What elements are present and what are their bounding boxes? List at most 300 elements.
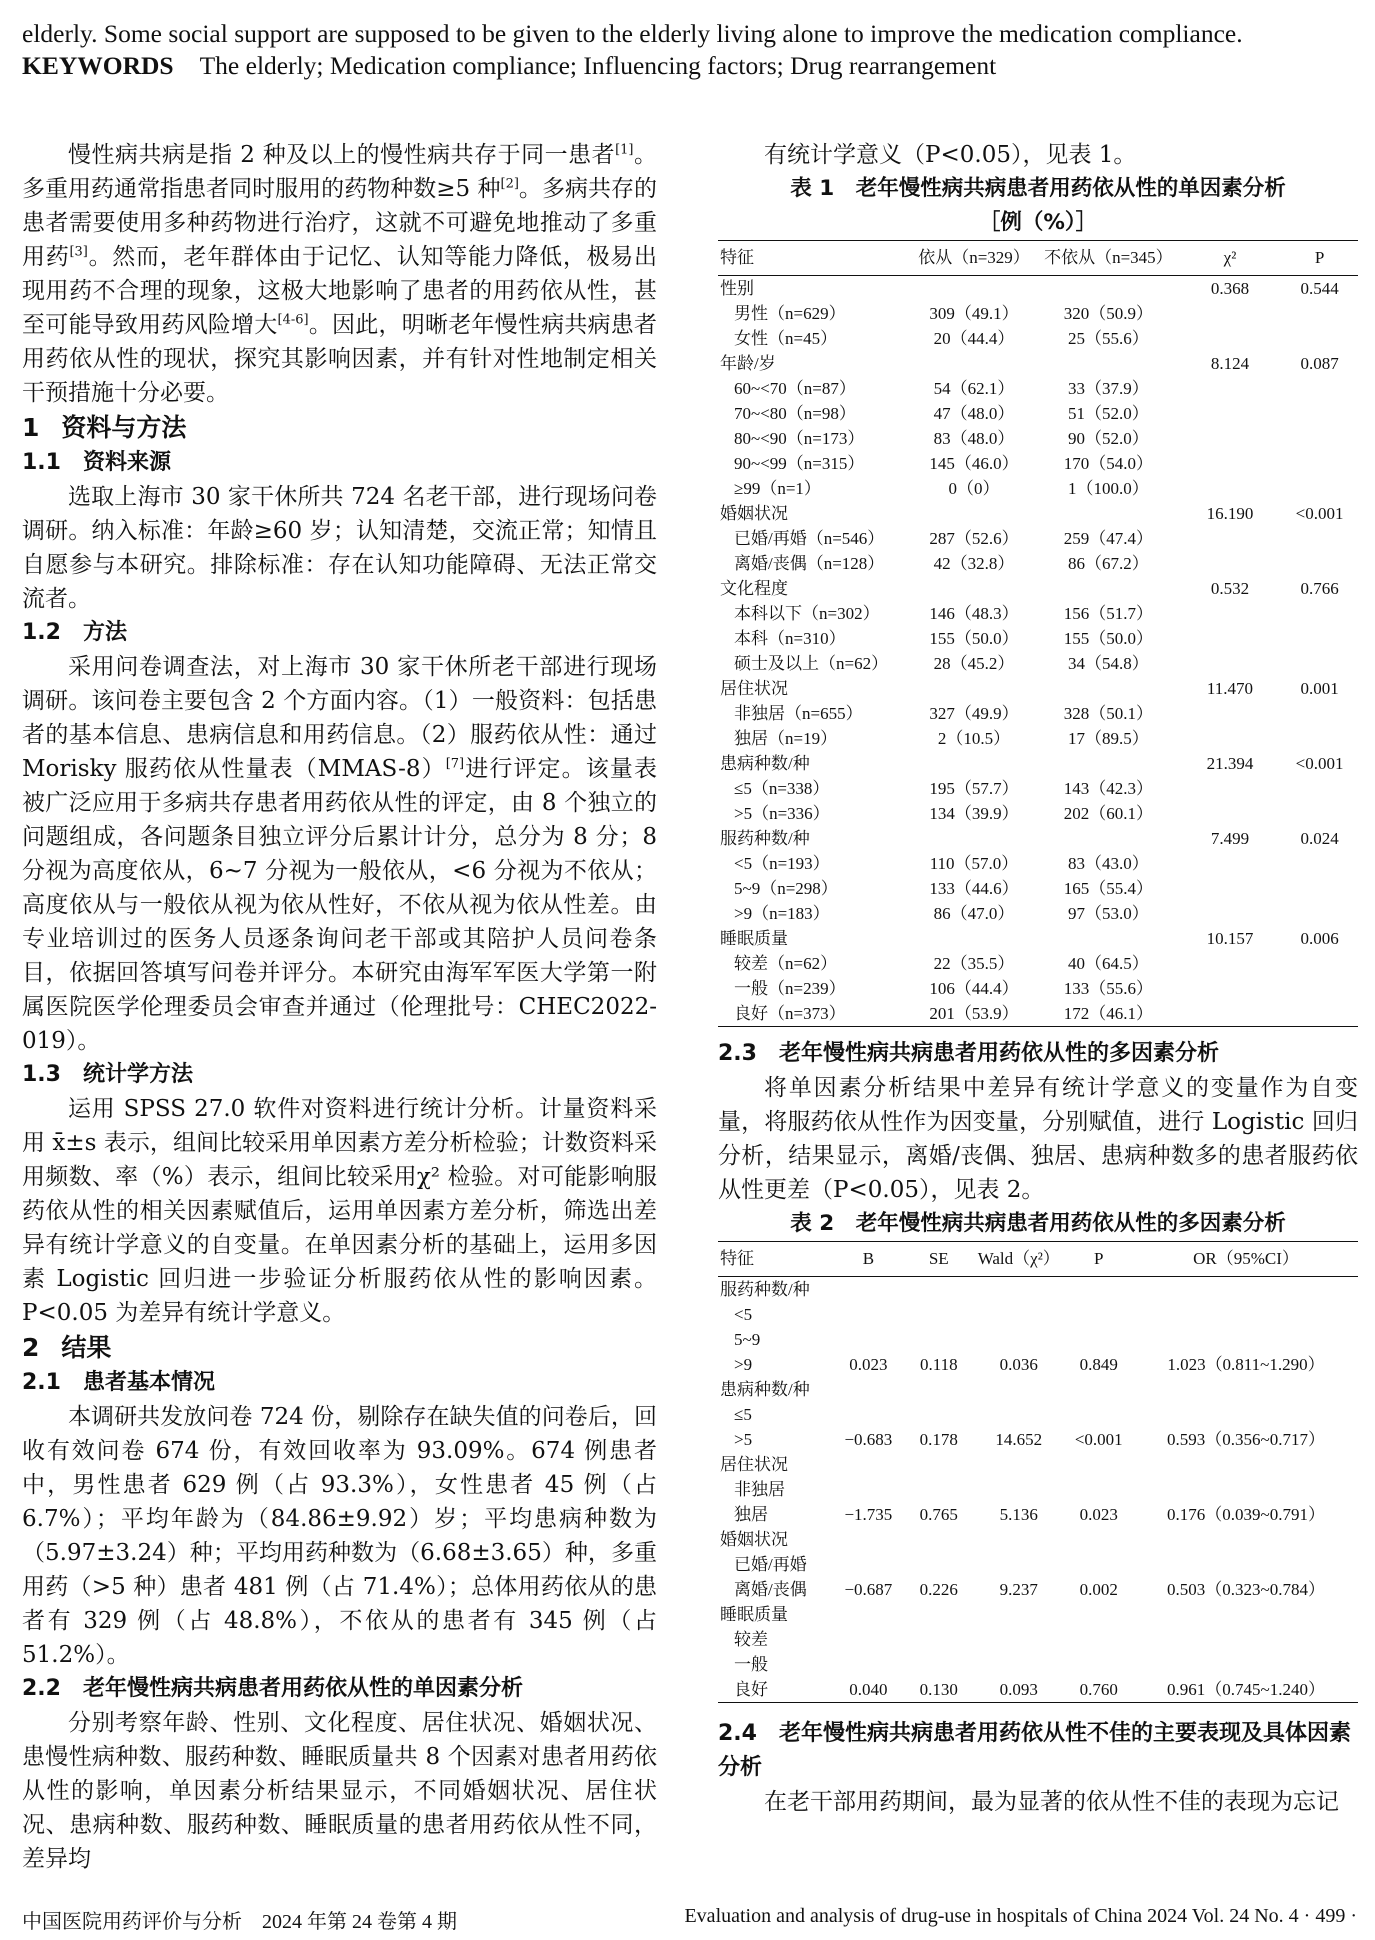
table-cell xyxy=(1179,976,1281,1001)
table-row xyxy=(718,876,1358,901)
table-cell xyxy=(1134,1627,1358,1652)
table-cell: 106（44.4） xyxy=(929,979,1019,998)
table-cell: 17（89.5） xyxy=(1068,729,1149,748)
table-cell xyxy=(833,1552,903,1577)
table-cell xyxy=(974,1327,1064,1352)
table-cell: 21.394 xyxy=(1206,754,1254,773)
table-header-cell: SE xyxy=(904,1242,974,1277)
section-2-2-text: 分别考察年龄、性别、文化程度、居住状况、婚姻状况、患慢性病种数、服药种数、睡眠质量共 8 个因素对患者用药依从性的影响，单因素分析结果显示，不同婚姻状况、居住状况、患病种数、服药种数、睡眠质量的患者用药依从性不同，差异均 xyxy=(22,1710,657,1872)
table-cell: 14.652 xyxy=(995,1430,1043,1449)
table-row xyxy=(718,326,1358,351)
text-run: 。多病共存的患者需要使用多种药物进行治疗，这就不可避免地推动了多重用药 xyxy=(22,176,658,270)
table-2-title: 表 2 老年慢性病共病患者用药依从性的多因素分析 xyxy=(790,1211,1286,1236)
table-cell: 居住状况 xyxy=(720,679,788,698)
table-row xyxy=(718,651,1358,676)
table-cell xyxy=(1064,1477,1134,1502)
footer-journal-en: Evaluation and analysis of drug-use in hospitals of China 2024 Vol. 24 No. 4 · 499 · xyxy=(684,1905,1357,1927)
table-cell xyxy=(1281,301,1358,326)
table-cell: 202（60.1） xyxy=(1063,804,1154,823)
table-1 xyxy=(718,240,1358,1027)
section-2-1-text: 本调研共发放问卷 724 份，剔除存在缺失值的问卷后，回收有效问卷 674 份，有效回收率为 93.09%。674 例患者中，男性患者 629 例（占 93.3%），女性患者 45 例（占 6.7%）；平均年龄为（84.86±9.92）岁；平均患病种数为（5.97±3.24）种；平均用药种数为（6.68±3.65）种，多重用药（>5 种）患者 481 例（占 71.4%）；总体用药依从的患者有 329 例（占 48.8%），不依从的患者有 345 例（占 51.2%）。 xyxy=(22,1404,657,1668)
table-cell: 患病种数/种 xyxy=(720,754,810,773)
table-cell xyxy=(1281,401,1358,426)
table-cell: 86（67.2） xyxy=(1068,554,1149,573)
table-cell: 7.499 xyxy=(1210,829,1250,848)
table-cell xyxy=(1179,701,1281,726)
table-cell: 离婚/丧偶 xyxy=(734,1580,807,1599)
table-cell xyxy=(1134,1452,1358,1477)
table-cell xyxy=(1134,1602,1358,1627)
table-cell xyxy=(1179,601,1281,626)
table-cell: ≤5 xyxy=(734,1405,752,1424)
table-row xyxy=(718,451,1358,476)
table-cell: 0（0） xyxy=(948,479,1000,498)
table-cell: 28（45.2） xyxy=(933,654,1015,673)
table-cell xyxy=(1179,401,1281,426)
table-cell: 文化程度 xyxy=(720,579,788,598)
table-cell xyxy=(833,1327,903,1352)
table-cell xyxy=(1179,1001,1281,1027)
table-cell: −0.683 xyxy=(844,1430,893,1449)
table-cell: 硕士及以上（n=62） xyxy=(734,654,889,673)
table-cell: 16.190 xyxy=(1206,504,1254,523)
table-header-cell: P xyxy=(1281,241,1358,276)
table-cell: 90（52.0） xyxy=(1068,429,1149,448)
table-cell: 10.157 xyxy=(1206,929,1254,948)
table-cell: 0.532 xyxy=(1210,579,1250,598)
table-cell: 134（39.9） xyxy=(929,804,1019,823)
table-cell: 良好 xyxy=(718,1677,833,1703)
table-cell xyxy=(910,926,1038,951)
table-cell: 54（62.1） xyxy=(933,379,1015,398)
table-cell: 0.006 xyxy=(1300,929,1339,948)
table-row xyxy=(718,1577,1358,1602)
table-cell xyxy=(974,1627,1064,1652)
table-row xyxy=(718,751,1358,776)
footer-journal-cn: 中国医院用药评价与分析 2024 年第 24 卷第 4 期 xyxy=(22,1911,457,1933)
table-row xyxy=(718,801,1358,826)
table-cell: ≤5（n=338） xyxy=(734,779,830,798)
table-cell: 328（50.1） xyxy=(1063,704,1154,723)
table-cell xyxy=(833,1602,903,1627)
table-cell: 0.760 xyxy=(1064,1677,1134,1703)
citation-mark: [7] xyxy=(445,756,465,772)
table-cell: 327（49.9） xyxy=(929,704,1019,723)
table-cell: 47（48.0） xyxy=(933,404,1015,423)
abstract-last-line: elderly. Some social support are supposed to be given to the elderly living alone to improve the medication compliance. xyxy=(22,19,1243,48)
table-cell xyxy=(904,1602,974,1627)
table-row xyxy=(718,1627,1358,1652)
table-cell xyxy=(1281,451,1358,476)
table-cell xyxy=(910,676,1038,701)
table-cell xyxy=(910,576,1038,601)
table-cell: 患病种数/种 xyxy=(720,1380,810,1399)
table-cell xyxy=(1281,901,1358,926)
table-cell xyxy=(910,351,1038,376)
table-cell: 一般 xyxy=(734,1655,768,1674)
table-cell xyxy=(1281,801,1358,826)
table-cell xyxy=(1281,376,1358,401)
table-cell: 34（54.8） xyxy=(1068,654,1149,673)
table-cell xyxy=(1281,626,1358,651)
table-cell xyxy=(974,1652,1064,1677)
table-cell xyxy=(1179,901,1281,926)
table-row xyxy=(718,1552,1358,1577)
table-cell xyxy=(974,1602,1064,1627)
table-cell xyxy=(833,1477,903,1502)
table-cell: 70~<80（n=98） xyxy=(734,404,856,423)
section-1-3-heading: 1.3 统计学方法 xyxy=(22,1062,193,1087)
table-cell xyxy=(1281,651,1358,676)
table-cell xyxy=(1134,1652,1358,1677)
citation-mark: [4-6] xyxy=(277,312,309,328)
table-row xyxy=(718,1402,1358,1427)
table-cell: 33（37.9） xyxy=(1068,379,1149,398)
table-cell: 11.470 xyxy=(1206,679,1254,698)
table-cell xyxy=(1179,301,1281,326)
text-run: 采用问卷调查法，对上海市 30 家干休所老干部进行现场调研。该问卷主要包含 2 个方面内容。（1）一般资料：包括患者的基本信息、患病信息和用药信息。（2）服药依从性：通过 Morisky 服药依从性量表（MMAS-8） xyxy=(22,654,657,782)
table-cell: <0.001 xyxy=(1295,754,1344,773)
table-cell: 已婚/再婚 xyxy=(734,1555,807,1574)
table-row xyxy=(718,1427,1358,1452)
table-cell xyxy=(1281,776,1358,801)
table-row xyxy=(718,1001,1358,1027)
table-cell xyxy=(1179,776,1281,801)
table-cell xyxy=(1281,426,1358,451)
table-cell xyxy=(833,1302,903,1327)
table-cell: 居住状况 xyxy=(720,1455,788,1474)
table-cell: 146（48.3） xyxy=(929,604,1019,623)
table-row xyxy=(718,301,1358,326)
table-cell: 非独居 xyxy=(734,1480,785,1499)
table-row xyxy=(718,926,1358,951)
table-cell: 良好（n=373） xyxy=(718,1001,910,1027)
section-1-3-text: 运用 SPSS 27.0 软件对资料进行统计分析。计量资料采用 x̄±s 表示，组间比较采用单因素方差分析检验；计数资料采用频数、率（%）表示，组间比较采用χ² 检验。对可能影响服药依从性的相关因素赋值后，运用单因素方差分析，筛选出差异有统计学意义的自变量。在单因素分析的基础上，运用多因素 Logistic 回归进一步验证分析服药依从性的影响因素。P<0.05 为差异有统计学意义。 xyxy=(22,1096,657,1326)
table-row xyxy=(718,676,1358,701)
table-cell: 155（50.0） xyxy=(1063,629,1154,648)
table-header-cell: 不依从（n=345） xyxy=(1038,241,1179,276)
table-row xyxy=(718,1677,1358,1703)
table-cell xyxy=(904,1302,974,1327)
table-cell xyxy=(910,826,1038,851)
table-cell: 2（10.5） xyxy=(937,729,1011,748)
table-cell: 0.130 xyxy=(904,1677,974,1703)
table-cell: 0.765 xyxy=(919,1505,958,1524)
table-cell xyxy=(833,1527,903,1552)
table-cell: 睡眠质量 xyxy=(720,929,788,948)
table-row xyxy=(718,1452,1358,1477)
table-cell: 143（42.3） xyxy=(1063,779,1154,798)
table-cell: 0.176（0.039~0.791） xyxy=(1167,1505,1325,1524)
table-cell: ≥99（n=1） xyxy=(734,479,821,498)
table-cell xyxy=(1064,1327,1134,1352)
table-cell: 0.002 xyxy=(1079,1580,1118,1599)
table-cell xyxy=(1038,276,1179,302)
table-cell xyxy=(1064,1402,1134,1427)
table-cell: 83（48.0） xyxy=(933,429,1015,448)
table-cell: 一般（n=239） xyxy=(734,979,846,998)
table-cell: 60~<70（n=87） xyxy=(734,379,856,398)
table-cell xyxy=(1179,651,1281,676)
table-header-cell: B xyxy=(833,1242,903,1277)
table-row xyxy=(718,826,1358,851)
table-row xyxy=(718,376,1358,401)
section-1-1-text: 选取上海市 30 家干休所共 724 名老干部，进行现场问卷调研。纳入标准：年龄≥60 岁；认知清楚，交流正常；知情且自愿参与本研究。排除标准：存在认知功能障碍、无法正常交流者。 xyxy=(22,484,657,612)
table-cell: 0.961（0.745~1.240） xyxy=(1134,1677,1358,1703)
table-cell xyxy=(904,1527,974,1552)
table-cell: 服药种数/种 xyxy=(720,1280,810,1299)
section-2-1-heading: 2.1 患者基本情况 xyxy=(22,1370,215,1395)
table-cell xyxy=(1134,1552,1358,1577)
table-row xyxy=(718,901,1358,926)
table-cell xyxy=(1281,726,1358,751)
table-cell xyxy=(1134,1377,1358,1402)
table-cell xyxy=(1064,1627,1134,1652)
intro-paragraph xyxy=(22,138,657,410)
table-cell: <0.001 xyxy=(1074,1430,1123,1449)
table-cell xyxy=(974,1552,1064,1577)
table-cell: 女性（n=45） xyxy=(734,329,838,348)
citation-mark: [2] xyxy=(500,176,519,192)
table-cell: 25（55.6） xyxy=(1068,329,1149,348)
right-column xyxy=(718,138,1358,1819)
table-cell: 本科（n=310） xyxy=(734,629,846,648)
table-2 xyxy=(718,1241,1358,1703)
table-cell xyxy=(1281,601,1358,626)
table-row xyxy=(718,951,1358,976)
table-cell xyxy=(974,1527,1064,1552)
table-row xyxy=(718,476,1358,501)
table-row xyxy=(718,1277,1358,1303)
table-cell xyxy=(833,1452,903,1477)
table-cell: 非独居（n=655） xyxy=(734,704,863,723)
table-row xyxy=(718,776,1358,801)
text-run: 慢性病共病是指 2 种及以上的慢性病共存于同一患者 xyxy=(68,142,616,168)
section-1-1-heading: 1.1 资料来源 xyxy=(22,450,171,475)
table-cell xyxy=(1281,1001,1358,1027)
table-cell xyxy=(1281,476,1358,501)
table-cell xyxy=(1179,626,1281,651)
section-2-4-heading: 2.4 老年慢性病共病患者用药依从性不佳的主要表现及具体因素分析 xyxy=(718,1721,1351,1780)
table-cell xyxy=(904,1452,974,1477)
table-cell: 51（52.0） xyxy=(1068,404,1149,423)
table-row xyxy=(718,501,1358,526)
table-cell xyxy=(1134,1302,1358,1327)
table-cell xyxy=(1064,1602,1134,1627)
table-cell: 0.178 xyxy=(919,1430,958,1449)
table-cell: 0.040 xyxy=(833,1677,903,1703)
section-1-2-heading: 1.2 方法 xyxy=(22,620,127,645)
table-cell: 133（44.6） xyxy=(929,879,1019,898)
table-cell: 本科以下（n=302） xyxy=(734,604,880,623)
table-cell: <5 xyxy=(734,1305,753,1324)
table-cell xyxy=(974,1402,1064,1427)
table-cell xyxy=(833,1627,903,1652)
table-cell: 40（64.5） xyxy=(1068,954,1149,973)
text-run: 进行评定。该量表被广泛应用于多病共存患者用药依从性的评定，由 8 个独立的问题组成，各问题条目独立评分后累计计分，总分为 8 分；8 分视为高度依从，6~7 分视为一般依从，<6 分视为不依从；高度依从与一般依从视为依从性好，不依从视为依从性差。由专业培训过的医务人员逐条询问老干部或其陪护人员问卷条目，依据回答填写问卷并评分。本研究由海军军医大学第一附属医院医学伦理委员会审查并通过（伦理批号：CHEC2022-019）。 xyxy=(22,756,657,1054)
table-cell: 42（32.8） xyxy=(933,554,1015,573)
table-cell: 156（51.7） xyxy=(1063,604,1154,623)
table-row xyxy=(718,1502,1358,1527)
table-header-cell: P xyxy=(1064,1242,1134,1277)
table-header-cell: OR（95%CI） xyxy=(1134,1242,1358,1277)
table-cell xyxy=(1064,1552,1134,1577)
table-cell: 8.124 xyxy=(1210,354,1250,373)
table-cell: >9 xyxy=(734,1355,753,1374)
table-cell xyxy=(1179,426,1281,451)
table-cell: 0.023 xyxy=(1079,1505,1118,1524)
table-cell xyxy=(833,1277,903,1303)
table-cell xyxy=(1038,751,1179,776)
table-cell xyxy=(1064,1302,1134,1327)
table-cell: 较差 xyxy=(734,1630,768,1649)
table-cell xyxy=(1134,1402,1358,1427)
table-row xyxy=(718,1327,1358,1352)
table-cell: 0.093 xyxy=(974,1677,1064,1703)
table-cell xyxy=(910,751,1038,776)
table-cell: 0.849 xyxy=(1079,1355,1118,1374)
table-row xyxy=(718,626,1358,651)
table-row xyxy=(718,351,1358,376)
table-cell xyxy=(904,1277,974,1303)
section-2-3-text: 将单因素分析结果中差异有统计学意义的变量作为自变量，将服药依从性作为因变量，分别赋值，进行 Logistic 回归分析，结果显示，离婚/丧偶、独居、患病种数多的患者服药依从性更差（P<0.05），见表 2。 xyxy=(718,1075,1358,1203)
table-cell: 离婚/丧偶（n=128） xyxy=(734,554,885,573)
table-cell xyxy=(1281,876,1358,901)
table-cell xyxy=(1134,1277,1358,1303)
table-cell xyxy=(1281,851,1358,876)
table-cell: 0.118 xyxy=(919,1355,958,1374)
left-column xyxy=(22,138,657,1876)
table-cell xyxy=(1281,701,1358,726)
section-2-4-text: 在老干部用药期间，最为显著的依从性不佳的表现为忘记 xyxy=(764,1789,1339,1815)
table-cell xyxy=(1134,1477,1358,1502)
table-row xyxy=(718,1527,1358,1552)
table-cell: 259（47.4） xyxy=(1063,529,1154,548)
table-cell: 170（54.0） xyxy=(1063,454,1154,473)
table-row xyxy=(718,1602,1358,1627)
table-cell: 1.023（0.811~1.290） xyxy=(1167,1355,1325,1374)
table-cell: 已婚/再婚（n=546） xyxy=(734,529,885,548)
text-run: 。多重用药通常指患者同时服用的药物种数≥5 种 xyxy=(22,142,657,202)
table-cell xyxy=(904,1552,974,1577)
table-cell: >9（n=183） xyxy=(734,904,830,923)
table-cell xyxy=(1179,801,1281,826)
table-cell xyxy=(1179,851,1281,876)
table-cell xyxy=(1179,526,1281,551)
table-cell: 287（52.6） xyxy=(929,529,1019,548)
table-cell: 0.593（0.356~0.717） xyxy=(1167,1430,1325,1449)
table-cell xyxy=(904,1477,974,1502)
table-cell: 男性（n=629） xyxy=(734,304,846,323)
table-row xyxy=(718,1377,1358,1402)
table-cell: 5.136 xyxy=(999,1505,1038,1524)
table-cell xyxy=(904,1652,974,1677)
table-1-unit: ［例（%）］ xyxy=(978,210,1098,235)
table-cell: 0.001 xyxy=(1300,679,1339,698)
table-cell: <0.001 xyxy=(1295,504,1344,523)
table-cell: 0.023 xyxy=(849,1355,888,1374)
table-cell xyxy=(974,1302,1064,1327)
table-cell xyxy=(833,1377,903,1402)
table-cell xyxy=(1134,1327,1358,1352)
table-cell xyxy=(1064,1652,1134,1677)
table-cell: 0.226 xyxy=(919,1580,958,1599)
table-row xyxy=(718,276,1358,302)
table-cell xyxy=(1281,976,1358,1001)
table-row xyxy=(718,1652,1358,1677)
citation-mark: [1] xyxy=(615,142,634,158)
table-cell xyxy=(1179,476,1281,501)
section-1-2-text xyxy=(22,650,657,1058)
keywords-label: KEYWORDS xyxy=(22,51,174,80)
table-row xyxy=(718,1352,1358,1377)
table-cell: <5（n=193） xyxy=(734,854,830,873)
table-cell: 年龄/岁 xyxy=(720,354,776,373)
table-cell xyxy=(1038,926,1179,951)
table-cell: 309（49.1） xyxy=(929,304,1019,323)
table-cell: 较差（n=62） xyxy=(734,954,838,973)
table-cell xyxy=(1038,351,1179,376)
table-row xyxy=(718,526,1358,551)
table-cell xyxy=(974,1452,1064,1477)
table-cell: 155（50.0） xyxy=(929,629,1019,648)
section-2-2-heading: 2.2 老年慢性病共病患者用药依从性的单因素分析 xyxy=(22,1676,523,1701)
table-cell xyxy=(1281,526,1358,551)
table-cell xyxy=(1038,576,1179,601)
table-cell xyxy=(1281,951,1358,976)
table-cell: 110（57.0） xyxy=(929,854,1019,873)
table-cell xyxy=(1064,1452,1134,1477)
table-cell: −0.687 xyxy=(844,1580,893,1599)
table-row xyxy=(718,601,1358,626)
table-cell xyxy=(910,501,1038,526)
section-2-3-heading: 2.3 老年慢性病共病患者用药依从性的多因素分析 xyxy=(718,1041,1219,1066)
table-cell: >5 xyxy=(734,1430,753,1449)
table-cell: 0.544 xyxy=(1300,279,1339,298)
table-row xyxy=(718,701,1358,726)
table-cell: 83（43.0） xyxy=(1068,854,1149,873)
table-cell xyxy=(1179,951,1281,976)
table-cell xyxy=(904,1627,974,1652)
text-run: 。因此，明晰老年慢性病共病患者用药依从性的现状，探究其影响因素，并有针对性地制定相关干预措施十分必要。 xyxy=(22,312,658,406)
table-row xyxy=(718,726,1358,751)
table-cell: 80~<90（n=173） xyxy=(734,429,865,448)
table-cell xyxy=(904,1377,974,1402)
table-cell xyxy=(974,1377,1064,1402)
table-cell xyxy=(1179,551,1281,576)
table-row xyxy=(718,1302,1358,1327)
table-row xyxy=(718,976,1358,1001)
table-cell: 0.368 xyxy=(1210,279,1250,298)
table-cell xyxy=(1038,826,1179,851)
table-cell: 145（46.0） xyxy=(929,454,1019,473)
table-cell: 165（55.4） xyxy=(1063,879,1154,898)
table-cell xyxy=(1281,551,1358,576)
keywords-line xyxy=(22,50,1357,82)
table-cell: 1（100.0） xyxy=(1068,479,1149,498)
table-header-cell: χ² xyxy=(1179,241,1281,276)
table-cell: 独居（n=19） xyxy=(734,729,838,748)
table-cell: 133（55.6） xyxy=(1063,979,1154,998)
section-2-2-continued: 有统计学意义（P<0.05），见表 1。 xyxy=(764,142,1137,168)
table-cell: 婚姻状况 xyxy=(720,504,788,523)
table-cell: >5（n=336） xyxy=(734,804,830,823)
table-cell xyxy=(1038,676,1179,701)
table-cell: 172（46.1） xyxy=(1038,1001,1179,1027)
table-row xyxy=(718,401,1358,426)
table-cell xyxy=(1134,1527,1358,1552)
table-cell xyxy=(974,1277,1064,1303)
